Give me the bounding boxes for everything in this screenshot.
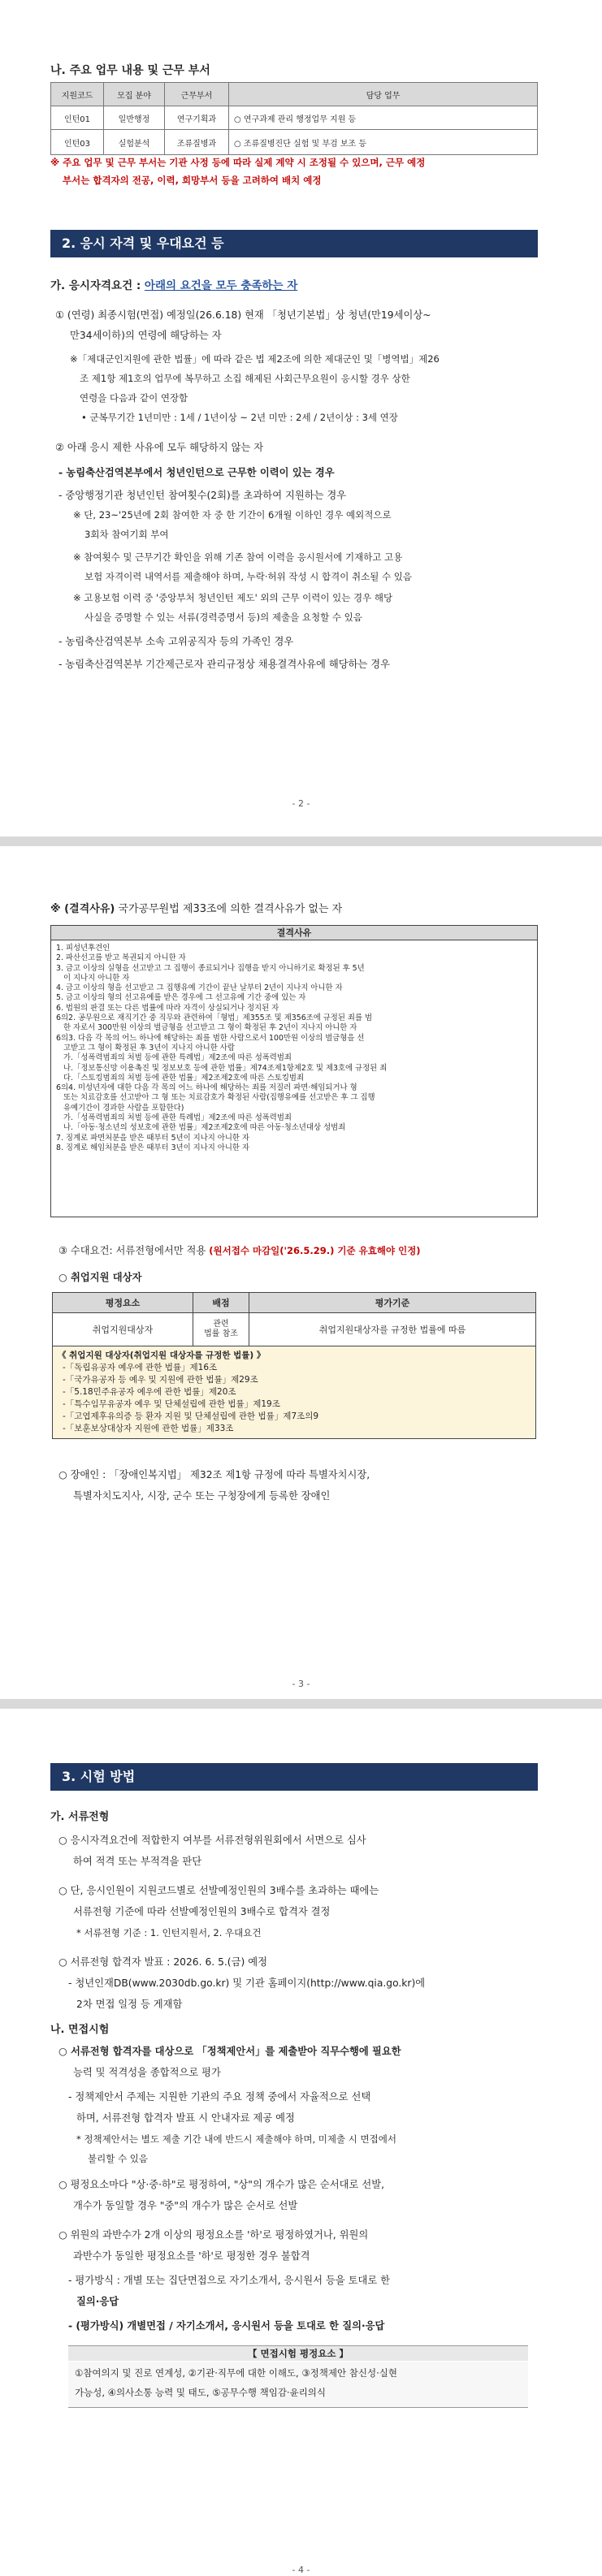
table-header: 평가기준 bbox=[249, 1293, 536, 1313]
interview-line: 하며, 서류전형 합격자 발표 시 안내자료 제공 예정 bbox=[76, 2112, 295, 2124]
interview-criteria-box bbox=[68, 2362, 528, 2408]
section-bar-title: 3. 시험 방법 bbox=[62, 1769, 136, 1784]
page-number: - 4 - bbox=[292, 2565, 310, 2575]
screening-line: 서류전형 기준에 따라 선발예정인원의 3배수로 합격자 결정 bbox=[73, 1906, 331, 1917]
table-header: 담당 업무 bbox=[229, 83, 538, 106]
item-age-note-3: 연령을 다음과 같이 연장함 bbox=[80, 392, 188, 404]
list-item: 다.「스토킹범죄의 처벌 등에 관한 법률」제2조제2호에 따른 스토킹범죄 bbox=[56, 1073, 305, 1083]
screening-announcement-detail: - 청년인재DB(www.2030db.go.kr) 및 기관 홈페이지(http://www.qia.go.kr)에 bbox=[68, 1977, 426, 1989]
screening-criteria: * 서류전형 기준 : 1. 인턴지원서, 2. 우대요건 bbox=[76, 1927, 262, 1938]
table-cell: 인턴03 bbox=[51, 130, 104, 155]
disqualification-desc: 국가공무원법 제33조에 의한 결격사유가 없는 자 bbox=[115, 903, 343, 915]
section-bar-qualifications bbox=[50, 230, 538, 257]
document-screening-heading: 가. 서류전형 bbox=[50, 1811, 110, 1823]
qualification-title-label: 가. 응시자격요건 : bbox=[50, 279, 145, 292]
interview-note: * 정책제안서는 별도 제출 기간 내에 반드시 제출해야 하며, 미제출 시 면접에서 bbox=[76, 2133, 396, 2145]
restriction-2-note-b: ※ 참여횟수 및 근무기간 확인을 위해 기존 참여 이력을 응시원서에 기재하고 고용 bbox=[73, 551, 403, 563]
list-item: -「특수임무유공자 예우 및 단체설립에 관한 법률」제19조 bbox=[63, 1399, 280, 1409]
preference-table bbox=[52, 1292, 536, 1439]
employment-support-heading: ○ 취업지원 대상자 bbox=[58, 1272, 142, 1283]
table-header: 근무부서 bbox=[165, 83, 229, 106]
item-age-note: ※「제대군인지원에 관한 법률」에 따라 같은 법 제2조에 의한 제대군인 및「병역법」제26 bbox=[70, 353, 440, 365]
item-preference bbox=[58, 1243, 421, 1257]
disabled-item: ○ 장애인 : 「장애인복지법」 제32조 제1항 규정에 따라 특별자치시장, bbox=[58, 1469, 370, 1480]
list-item: 6의4. 미성년자에 대한 다음 각 목의 어느 하나에 해당하는 죄를 저질러 파면·해임되거나 형 bbox=[56, 1083, 357, 1093]
interview-line: 과반수가 동일한 평정요소를 '하'로 평정한 경우 불합격 bbox=[73, 2250, 310, 2262]
table-cell: 인턴01 bbox=[51, 106, 104, 130]
list-item: 4. 금고 이상의 형을 선고받고 그 집행유예 기간이 끝난 날부터 2년이 지나지 아니한 자 bbox=[56, 983, 343, 993]
document-page-4 bbox=[0, 1709, 602, 2576]
disqualification-box bbox=[50, 925, 538, 1217]
document-page-3 bbox=[0, 846, 602, 1699]
section-heading-duties: 나. 주요 업무 내용 및 근무 부서 bbox=[50, 64, 210, 77]
interview-line: 능력 및 적격성을 종합적으로 평가 bbox=[73, 2067, 221, 2078]
disqualification-box-header: 결격사유 bbox=[51, 926, 537, 940]
legal-basis-box bbox=[53, 1346, 536, 1439]
disqualification-label: ※ (결격사유) bbox=[50, 903, 115, 915]
table-cell: 취업지원대상자 bbox=[53, 1313, 193, 1346]
list-item: 고받고 그 형이 확정된 후 3년이 지나지 아니한 사람 bbox=[56, 1043, 235, 1052]
interview-criteria-text-2: 가능성, ④의사소통 능력 및 태도, ⑤공무수행 책임감·윤리의식 bbox=[75, 2387, 327, 2398]
interview-method: - (평가방식) 개별면접 / 자기소개서, 응시원서 등을 토대로 한 질의·응답 bbox=[68, 2320, 385, 2332]
table-row bbox=[51, 130, 538, 155]
list-item: 3. 금고 이상의 실형을 선고받고 그 집행이 종료되거나 집행을 받지 아니하기로 확정된 후 5년 bbox=[56, 963, 365, 973]
screening-line: 하여 적격 또는 부적격을 판단 bbox=[73, 1856, 202, 1867]
restriction-1: - 농림축산검역본부에서 청년인턴으로 근무한 이력이 있는 경우 bbox=[58, 467, 335, 478]
note-text-2: 부서는 합격자의 전공, 이력, 희망부서 등을 고려하여 배치 예정 bbox=[63, 175, 322, 186]
legal-basis-title: 《 취업지원 대상자(취업지원 대상자를 규정한 법률) 》 bbox=[58, 1351, 266, 1360]
table-cell: ○ 연구과제 관리 행정업무 지원 등 bbox=[229, 106, 538, 130]
item-restriction: ② 아래 응시 제한 사유에 모두 해당하지 않는 자 bbox=[55, 442, 264, 453]
restriction-3: - 농림축산검역본부 소속 고위공직자 등의 가족인 경우 bbox=[58, 636, 294, 647]
list-item: 1. 피성년후견인 bbox=[56, 944, 110, 953]
item-age-note-2: 조 제1항 제1호의 업무에 복무하고 소집 해제된 사회근무요원이 응시할 경우 상한 bbox=[80, 373, 410, 384]
list-item: 2. 파산선고를 받고 복권되지 아니한 자 bbox=[56, 953, 186, 963]
table-header: 배점 bbox=[193, 1293, 249, 1313]
section-bar-exam bbox=[50, 1763, 538, 1791]
page-number: - 2 - bbox=[292, 798, 310, 809]
list-item: -「국가유공자 등 예우 및 지원에 관한 법률」제29조 bbox=[63, 1375, 258, 1385]
list-item: -「독립유공자 예우에 관한 법률」제16조 bbox=[63, 1363, 218, 1372]
table-cell: 관련 법률 참조 bbox=[193, 1313, 249, 1346]
section-bar-title: 2. 응시 자격 및 우대요건 등 bbox=[62, 236, 224, 251]
interview-line: ○ 서류전형 합격자를 대상으로 「정책제안서」를 제출받아 직무수행에 필요한 bbox=[58, 2046, 401, 2057]
restriction-4: - 농림축산검역본부 기간제근로자 관리규정상 채용결격사유에 해당하는 경우 bbox=[58, 659, 391, 670]
list-item: 6의3. 다음 각 목의 어느 하나에 해당하는 죄를 범한 사람으로서 100만원 이상의 벌금형을 선 bbox=[56, 1033, 365, 1043]
list-item: 5. 금고 이상의 형의 선고유예를 받은 경우에 그 선고유예 기간 중에 있는 자 bbox=[56, 993, 306, 1003]
document-page-2 bbox=[0, 0, 602, 836]
restriction-2-note-cont: 3회차 참여기회 부여 bbox=[84, 529, 169, 540]
table-header: 모집 분야 bbox=[104, 83, 165, 106]
table-header: 지원코드 bbox=[51, 83, 104, 106]
disqualification-title bbox=[50, 900, 342, 915]
interview-line: - 평가방식 : 개별 또는 집단면접으로 자기소개서, 응시원서 등을 토대로 한 bbox=[68, 2275, 391, 2286]
screening-line: ○ 응시자격요건에 적합한지 여부를 서류전형위원회에서 서면으로 심사 bbox=[58, 1835, 366, 1846]
screening-announcement-detail-2: 2차 면접 일정 등 게재함 bbox=[76, 1999, 183, 2010]
interview-line: ○ 평정요소마다 "상·중·하"로 평정하여, "상"의 개수가 많은 순서대로 선발, bbox=[58, 2179, 384, 2190]
screening-line: ○ 단, 응시인원이 지원코드별로 선발예정인원의 3배수를 초과하는 때에는 bbox=[58, 1885, 379, 1896]
list-item: 나.「아동·청소년의 성보호에 관한 법률」제2조제2호에 따른 아동·청소년대상 성범죄 bbox=[56, 1123, 346, 1133]
interview-heading: 나. 면접시험 bbox=[50, 2024, 110, 2036]
table-cell: ○ 조류질병진단 실험 및 부검 보조 등 bbox=[229, 130, 538, 155]
list-item: 8. 징계로 해임처분을 받은 때부터 3년이 지나지 아니한 자 bbox=[56, 1143, 249, 1152]
table-row bbox=[53, 1313, 536, 1346]
note-marker: ※ bbox=[50, 157, 60, 168]
note-line bbox=[50, 156, 425, 169]
interview-line: ○ 위원의 과반수가 2개 이상의 평정요소를 '하'로 평정하였거나, 위원의 bbox=[58, 2229, 369, 2241]
interview-criteria-title: 【 면접시험 평정요소 】 bbox=[68, 2345, 528, 2361]
qualification-title bbox=[50, 276, 297, 292]
list-item: 이 지나지 아니한 자 bbox=[56, 973, 130, 983]
table-cell: 실험분석 bbox=[104, 130, 165, 155]
table-cell: 연구기획과 bbox=[165, 106, 229, 130]
item-age-extension: • 군복무기간 1년미만 : 1세 / 1년이상 ~ 2년 미만 : 2세 / 2년이상 : 3세 연장 bbox=[81, 412, 398, 423]
restriction-2-note-c: ※ 고용보험 이력 중 '중앙부처 청년인턴 제도' 외의 근무 이력이 있는 경우 해당 bbox=[73, 592, 393, 603]
table-cell: 취업지원대상자를 규정한 법률에 따름 bbox=[249, 1313, 536, 1346]
list-item: 나.「정보통신망 이용촉진 및 정보보호 등에 관한 법률」제74조제1항제2호 및 제3호에 규정된 죄 bbox=[56, 1063, 388, 1073]
note-text: 주요 업무 및 근무 부서는 기관 사정 등에 따라 실제 계약 시 조정될 수 있으며, 근무 예정 bbox=[63, 157, 426, 168]
duties-table bbox=[50, 82, 538, 155]
disabled-item-cont: 특별자치도지사, 시장, 군수 또는 구청장에게 등록한 장애인 bbox=[73, 1490, 331, 1502]
interview-note-cont: 불리할 수 있음 bbox=[88, 2153, 148, 2164]
list-item: 한 자로서 300만원 이상의 벌금형을 선고받고 그 형이 확정된 후 2년이 지나지 아니한 자 bbox=[56, 1023, 357, 1033]
restriction-2-note-c-cont: 사실을 증명할 수 있는 서류(경력증명서 등)의 제출을 요청할 수 있음 bbox=[84, 612, 362, 623]
restriction-2: - 중앙행정기관 청년인턴 참여횟수(2회)를 초과하여 지원하는 경우 bbox=[58, 490, 347, 501]
item-age: ① (연령) 최종시험(면접) 예정일(26.6.18) 현재 「청년기본법」상 청년(만19세이상~ bbox=[55, 309, 431, 321]
list-item: 6의2. 공무원으로 재직기간 중 직무와 관련하여「형법」제355조 및 제356조에 규정된 죄를 범 bbox=[56, 1014, 373, 1023]
list-item: -「보훈보상대상자 지원에 관한 법률」제33조 bbox=[63, 1424, 234, 1433]
table-header: 평정요소 bbox=[53, 1293, 193, 1313]
list-item: 가.「성폭력범죄의 처벌 등에 관한 특례법」제2조에 따른 성폭력범죄 bbox=[56, 1053, 292, 1063]
list-item: 또는 치료감호를 선고받아 그 형 또는 치료감호가 확정된 사람(집행유예를 선고받은 후 그 집행 bbox=[56, 1093, 375, 1103]
table-header-row bbox=[51, 83, 538, 106]
list-item: -「5.18민주유공자 예우에 관한 법률」제20조 bbox=[63, 1387, 236, 1397]
item-age-cont: 만34세이하)의 연령에 해당하는 자 bbox=[70, 330, 222, 341]
page-number: - 3 - bbox=[292, 1679, 310, 1689]
list-item: 6. 법원의 판결 또는 다른 법률에 따라 자격이 상실되거나 정지된 자 bbox=[56, 1003, 279, 1013]
table-row bbox=[51, 106, 538, 130]
restriction-2-note: ※ 단, 23~'25년에 2회 참여한 자 중 한 기간이 6개월 이하인 경우 예외적으로 bbox=[73, 509, 392, 521]
list-item: 유예기간이 경과한 사람을 포함한다) bbox=[56, 1103, 184, 1113]
qualification-title-emph: 아래의 요건을 모두 충족하는 자 bbox=[144, 279, 298, 292]
interview-criteria-text: ①참여의지 및 진로 연계성, ②기관·직무에 대한 이해도, ③정책제안 참신성·실현 bbox=[75, 2367, 397, 2379]
preference-note: (원서접수 마감일('26.5.29.) 기준 유효해야 인정) bbox=[209, 1245, 421, 1256]
list-item: 가.「성폭력범죄의 처벌 등에 관한 특례법」제2조에 따른 성폭력범죄 bbox=[56, 1113, 292, 1123]
restriction-2-note-b-cont: 보험 자격이력 내역서를 제출해야 하며, 누락·허위 작성 시 합격이 취소될 수 있음 bbox=[84, 571, 413, 582]
preference-label: ③ 수대요건: 서류전형에서만 적용 bbox=[58, 1245, 206, 1256]
disqualification-list bbox=[51, 940, 537, 1156]
interview-line: 질의·응답 bbox=[76, 2296, 119, 2307]
interview-line: 개수가 동일할 경우 "중"의 개수가 많은 순서로 선발 bbox=[73, 2200, 298, 2211]
list-item: -「고엽제후유의증 등 환자 지원 및 단체설립에 관한 법률」제7조의9 bbox=[63, 1411, 319, 1421]
list-item: 7. 징계로 파면처분을 받은 때부터 5년이 지나지 아니한 자 bbox=[56, 1133, 249, 1143]
table-cell: 일반행정 bbox=[104, 106, 165, 130]
screening-announcement: ○ 서류전형 합격자 발표 : 2026. 6. 5.(금) 예정 bbox=[58, 1956, 267, 1968]
interview-line: - 정책제안서 주제는 지원한 기관의 주요 정책 중에서 자율적으로 선택 bbox=[68, 2091, 371, 2103]
table-cell: 조류질병과 bbox=[165, 130, 229, 155]
